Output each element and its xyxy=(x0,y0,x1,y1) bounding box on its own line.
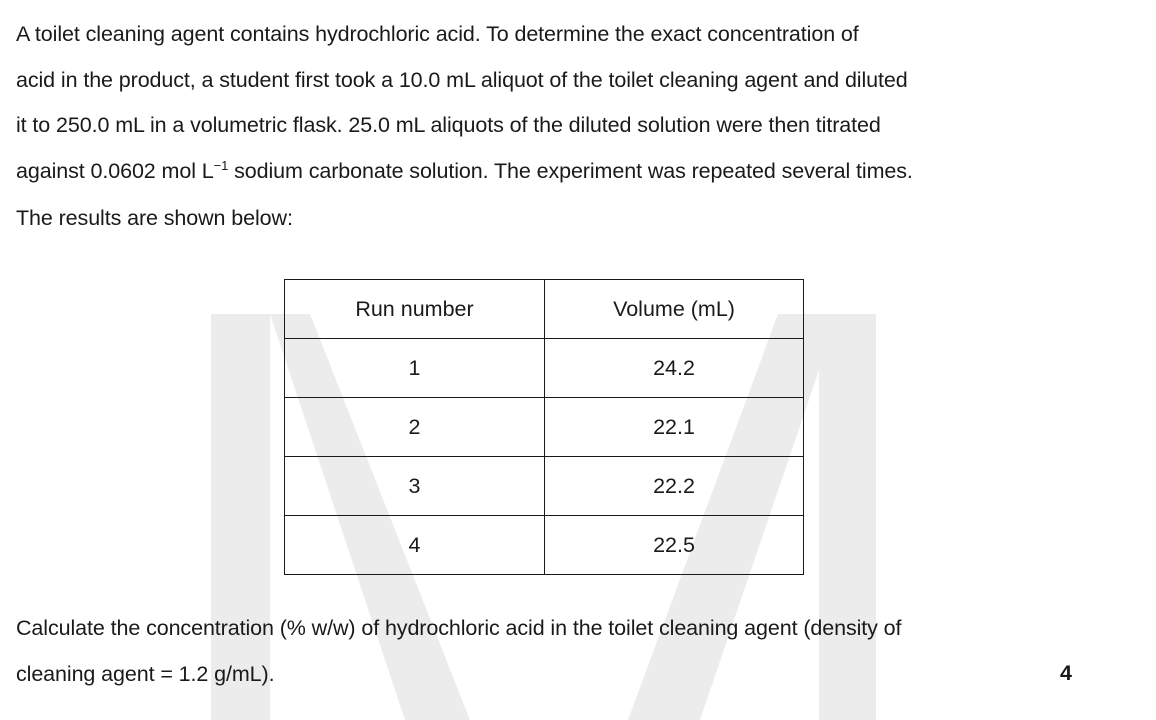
table-row xyxy=(285,339,804,398)
table-row xyxy=(285,516,804,575)
question-line-1: Calculate the concentration (% w/w) of hydrochloric acid in the toilet cleaning agent (density of xyxy=(16,616,902,640)
intro-line-4 xyxy=(16,149,913,197)
header-volume: Volume (mL) xyxy=(545,280,804,339)
cell-run: 4 xyxy=(285,516,545,575)
cell-run: 1 xyxy=(285,339,545,398)
header-run-number: Run number xyxy=(285,280,545,339)
cell-volume: 22.1 xyxy=(545,398,804,457)
table-header-row xyxy=(285,280,804,339)
question-line-2: cleaning agent = 1.2 g/mL). xyxy=(16,661,275,686)
table-row xyxy=(285,398,804,457)
marks-value: 4 xyxy=(1060,661,1072,685)
problem-intro xyxy=(16,12,913,242)
cell-run: 3 xyxy=(285,457,545,516)
unit-superscript: −1 xyxy=(213,157,229,173)
table-row xyxy=(285,457,804,516)
cell-volume: 24.2 xyxy=(545,339,804,398)
cell-volume: 22.2 xyxy=(545,457,804,516)
intro-line-2: acid in the product, a student first took a 10.0 mL aliquot of the toilet cleaning agent and diluted xyxy=(16,67,908,92)
cell-run: 2 xyxy=(285,398,545,457)
intro-line-1: A toilet cleaning agent contains hydrochloric acid. To determine the exact concentration of xyxy=(16,22,859,46)
question-text xyxy=(16,606,1096,697)
intro-line-5: The results are shown below: xyxy=(16,206,293,231)
intro-line-4-start: against 0.0602 mol L xyxy=(16,158,214,183)
titration-results-table xyxy=(284,279,804,575)
intro-line-3: it to 250.0 mL in a volumetric flask. 25.0 mL aliquots of the diluted solution were then titrated xyxy=(16,113,881,138)
cell-volume: 22.5 xyxy=(545,516,804,575)
intro-line-4-end: sodium carbonate solution. The experiment was repeated several times. xyxy=(228,158,913,183)
